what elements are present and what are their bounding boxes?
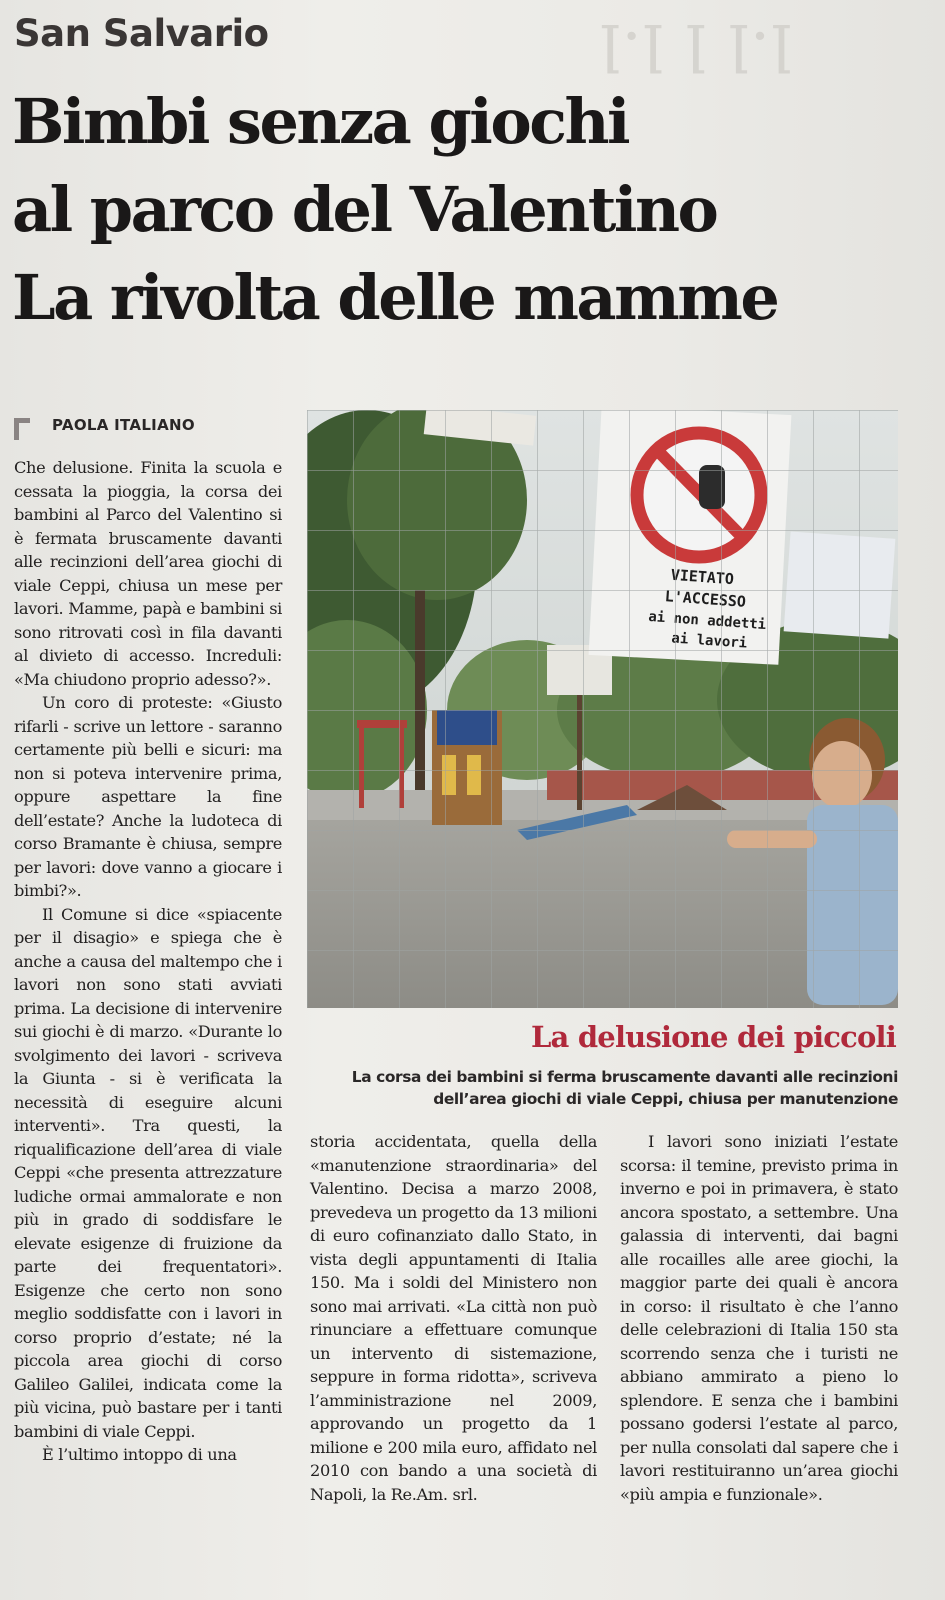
article-column-1 bbox=[14, 456, 282, 1467]
headline-line-1: Bimbi senza giochi bbox=[12, 85, 629, 158]
caption-line-2: dell’area giochi di viale Ceppi, chiusa per manutenzione bbox=[433, 1090, 898, 1108]
paragraph: storia accidentata, quella della «manutenzione straordinaria» del Valentino. Decisa a marzo 2008, prevedeva un progetto da 13 milioni di euro cofinanziato dallo Stato, in vista degli appuntamenti di Italia 150. Ma i soldi del Ministero non sono mai arrivati. «La città non può rinunciare a effettuare comunque un intervento di sistemazione, seppure in forma ridotta», scriveva l’amministrazione nel 2009, approvando un progetto da 1 milione e 200 mila euro, affidato nel 2010 con bando a una società di Napoli, la Re.Am. srl. bbox=[310, 1132, 597, 1504]
headline-line-2: al parco del Valentino bbox=[12, 173, 717, 246]
article-photo bbox=[307, 410, 898, 1008]
paragraph: I lavori sono iniziati l’estate scorsa: il temine, previsto prima in inverno e poi in primavera, è stato ancora spostato, a settembre. Una galassia di interventi, dai bagni alle rocailles alle aree giochi, la maggior parte dei quali è ancora in corso: il risultato è che l’anno delle celebrazioni di Italia 150 sta scorrendo senza che i turisti ne abbiano ammirato a pieno lo splendore. E senza che i bambini possano godersi l’estate al parco, per nulla consolati dal sapere che i lavori restituiranno un’area giochi «più ampia e funzionale». bbox=[620, 1132, 898, 1504]
bleed-through-text: ꞁ·ꞁ ꞁ ꞁ·ꞁ bbox=[600, 0, 793, 74]
byline-corner-mark bbox=[14, 418, 30, 440]
headline-line-3: La rivolta delle mamme bbox=[12, 261, 778, 334]
paragraph: Che delusione. Finita la scuola e cessata la pioggia, la corsa dei bambini al Parco del Valentino si è fermata bruscamente davanti alle recinzioni dell’area giochi di viale Ceppi, chiusa un mese per lavori. Mamme, papà e bambini si sono ritrovati così in fila davanti al divieto di accesso. Increduli: «Ma chiudono proprio adesso?». bbox=[14, 458, 282, 689]
photo-title: La delusione dei piccoli bbox=[530, 1020, 896, 1054]
paragraph: È l’ultimo intoppo di una bbox=[42, 1445, 237, 1464]
section-kicker: San Salvario bbox=[14, 12, 269, 55]
article-column-3 bbox=[620, 1130, 898, 1506]
fence-mesh bbox=[307, 410, 898, 1008]
article-column-2 bbox=[310, 1130, 597, 1506]
paragraph: Un coro di proteste: «Giusto rifarli - scrive un lettore - saranno certamente più belli e sicuri: ma non si poteva intervenire prima, oppure aspettare la fine dell’estate? Anche la ludoteca di corso Bramante è chiusa, sempre per lavori: dove vanno a giocare i bimbi?». bbox=[14, 693, 282, 900]
photo-caption bbox=[306, 1066, 898, 1110]
headline bbox=[12, 78, 912, 342]
caption-line-1: La corsa dei bambini si ferma bruscamente davanti alle recinzioni bbox=[351, 1068, 898, 1086]
paragraph: Il Comune si dice «spiacente per il disagio» e spiega che è anche a causa del maltempo che i lavori non sono stati avviati prima. La decisione di intervenire sui giochi è di marzo. «Durante lo svolgimento dei lavori - scriveva la Giunta - si è verificata la necessità di eseguire alcuni interventi». Tra questi, la riqualificazione dell’area di viale Ceppi «che presenta attrezzature ludiche ormai ammalorate e non più in grado di soddisfare le elevate esigenze di fruizione da parte dei frequentatori». Esigenze che certo non sono meglio soddisfatte con i lavori in corso proprio d’estate; né la piccola area giochi di corso Galileo Galilei, indicata come la più vicina, può bastare per i tanti bambini di viale Ceppi. bbox=[14, 904, 282, 1441]
byline: PAOLA ITALIANO bbox=[52, 416, 195, 434]
